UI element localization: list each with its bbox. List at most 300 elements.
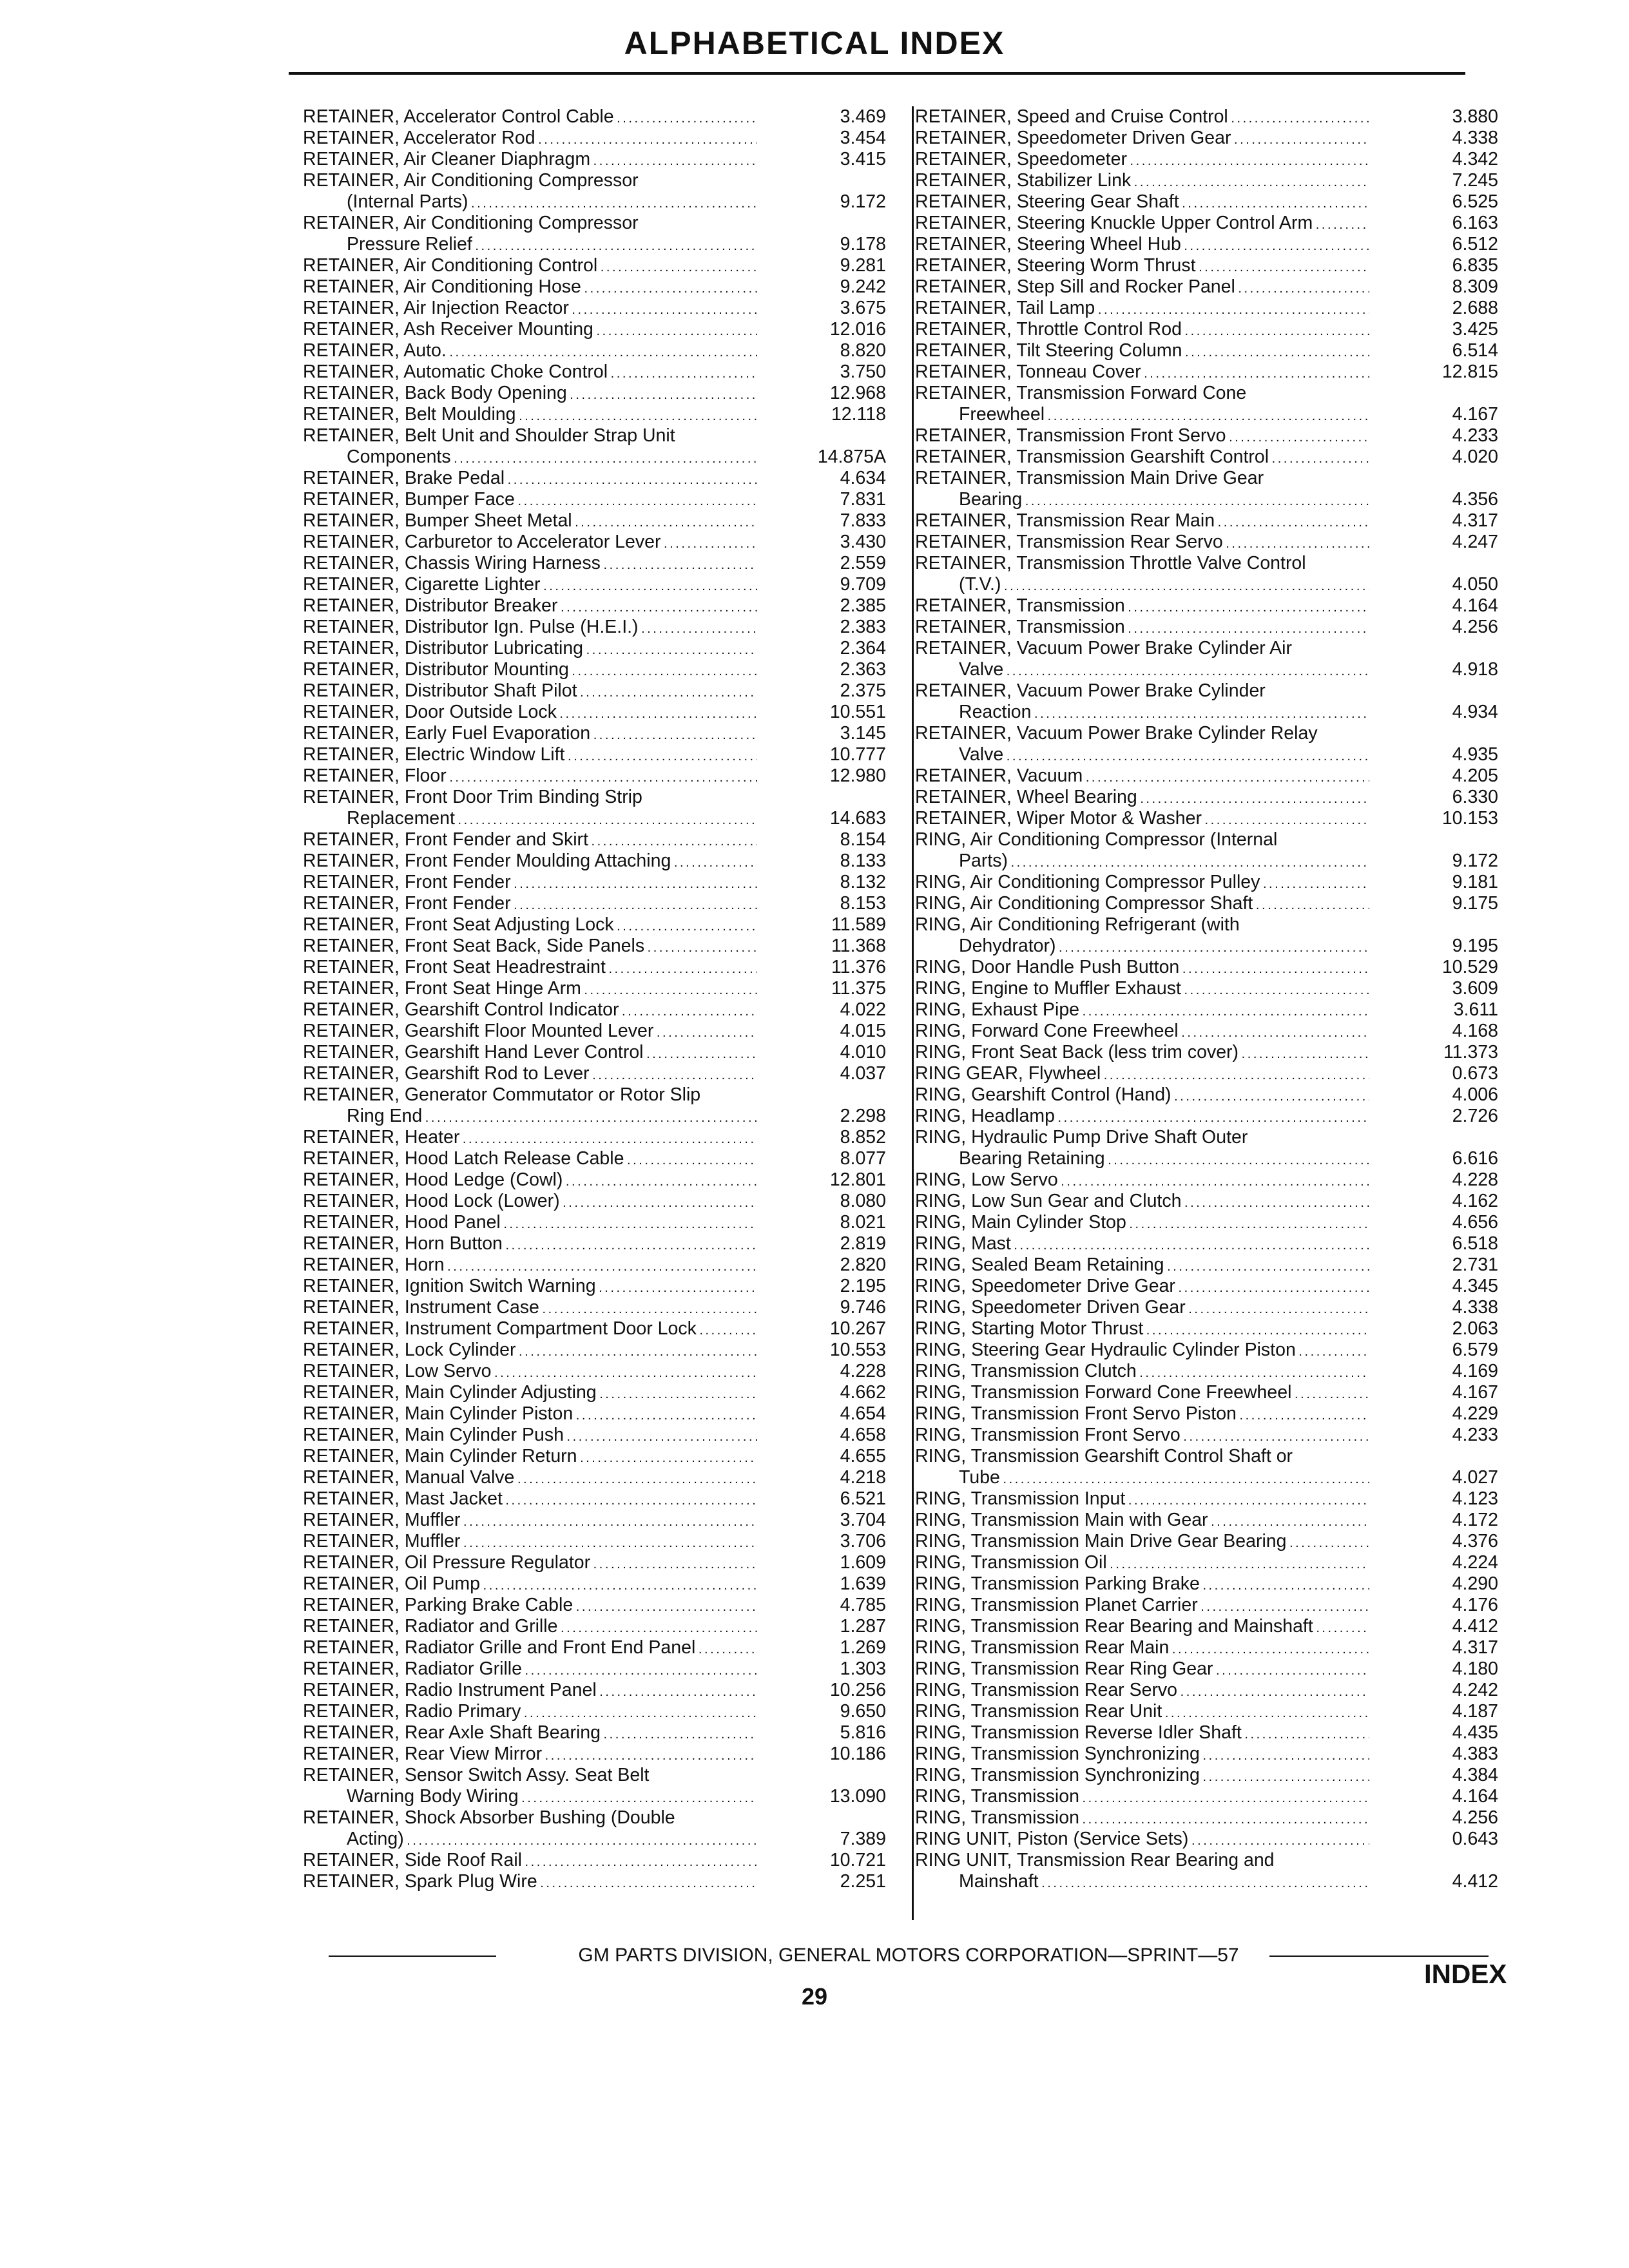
entry-reference: 11.373	[1443, 1042, 1498, 1062]
entry-description: RETAINER, Hood Lock (Lower) . . .	[303, 1191, 757, 1214]
index-entry	[303, 1212, 886, 1233]
index-entry	[303, 1063, 886, 1084]
entry-description: RETAINER, Brake Pedal . . .	[303, 468, 757, 491]
entry-description: RING, Air Conditioning Compressor Pulley . . .	[915, 872, 1369, 895]
entry-reference: 10.267	[829, 1318, 886, 1339]
entry-description: RING, Speedometer Driven Gear . . .	[915, 1297, 1369, 1320]
entry-description: RETAINER, Instrument Case . . .	[303, 1297, 757, 1320]
entry-reference: 7.833	[840, 510, 886, 531]
entry-description: RING, Front Seat Back (less trim cover) . . .	[915, 1042, 1369, 1065]
entry-reference: 2.731	[1452, 1254, 1498, 1275]
entry-description: RETAINER, Belt Moulding . . .	[303, 404, 757, 427]
section-label: INDEX	[1424, 1959, 1507, 1989]
entry-description: RING, Sealed Beam Retaining . . .	[915, 1254, 1369, 1278]
entry-description: RETAINER, Gearshift Floor Mounted Lever . . .	[303, 1021, 757, 1044]
entry-description: RING, Air Conditioning Refrigerant (with	[915, 914, 1240, 935]
entry-reference: 4.376	[1452, 1531, 1498, 1552]
entry-reference: 4.634	[840, 468, 886, 488]
index-entry	[915, 468, 1498, 489]
index-entry	[303, 617, 886, 638]
entry-description: RETAINER, Early Fuel Evaporation . . .	[303, 723, 757, 746]
entry-description: RETAINER, Generator Commutator or Rotor Slip	[303, 1084, 701, 1105]
index-entry	[303, 1552, 886, 1573]
index-entry	[303, 1488, 886, 1510]
index-entry	[915, 532, 1498, 553]
entry-description: RING, Engine to Muffler Exhaust . . .	[915, 978, 1369, 1001]
index-entry	[915, 1148, 1498, 1169]
entry-description: RING, Transmission Synchronizing . . .	[915, 1744, 1369, 1767]
entry-reference: 4.342	[1452, 149, 1498, 169]
entry-description: RING, Low Servo . . .	[915, 1169, 1369, 1193]
index-entry	[303, 128, 886, 149]
entry-reference: 7.245	[1452, 170, 1498, 191]
entry-reference: 4.027	[1452, 1467, 1498, 1488]
entry-reference: 3.880	[1452, 106, 1498, 127]
index-entry	[915, 829, 1498, 850]
index-entry	[303, 936, 886, 957]
entry-reference: 4.022	[840, 999, 886, 1020]
entry-reference: 4.123	[1452, 1488, 1498, 1509]
index-entry	[915, 957, 1498, 978]
entry-description: RETAINER, Shock Absorber Bushing (Double	[303, 1807, 675, 1828]
entry-reference: 2.688	[1452, 298, 1498, 318]
index-column-left	[303, 106, 886, 1892]
entry-description: RING, Transmission Main with Gear . . .	[915, 1510, 1369, 1533]
index-entry	[915, 1382, 1498, 1403]
entry-description: (T.V.) . . .	[915, 574, 1369, 597]
index-entry	[915, 1807, 1498, 1829]
entry-description: RETAINER, Bumper Face . . .	[303, 489, 757, 512]
entry-description: RETAINER, Radio Primary . . .	[303, 1701, 757, 1724]
entry-description: RETAINER, Vacuum Power Brake Cylinder Air	[915, 638, 1292, 658]
index-entry	[915, 1191, 1498, 1212]
index-entry	[915, 361, 1498, 383]
index-entry	[303, 510, 886, 532]
entry-description: RETAINER, Transmission Rear Servo . . .	[915, 532, 1369, 555]
index-entry	[915, 1765, 1498, 1786]
entry-description: RETAINER, Mast Jacket . . .	[303, 1488, 757, 1512]
index-entry	[303, 1637, 886, 1658]
index-entry	[303, 787, 886, 808]
index-entry	[303, 255, 886, 276]
entry-description: RETAINER, Horn . . .	[303, 1254, 757, 1278]
index-entry	[915, 170, 1498, 191]
entry-description: RING, Transmission Synchronizing . . .	[915, 1765, 1369, 1788]
entry-description: Freewheel . . .	[915, 404, 1369, 427]
index-entry	[303, 893, 886, 914]
entry-description: Replacement . . .	[303, 808, 757, 831]
entry-description: RING, Main Cylinder Stop . . .	[915, 1212, 1369, 1235]
entry-reference: 9.178	[840, 234, 886, 255]
entry-reference: 4.020	[1452, 447, 1498, 467]
index-entry	[915, 383, 1498, 404]
index-entry	[303, 276, 886, 298]
index-entry	[303, 957, 886, 978]
entry-description: RETAINER, Floor . . .	[303, 765, 757, 789]
index-entry	[915, 1637, 1498, 1658]
entry-description: RETAINER, Steering Knuckle Upper Control Arm . . .	[915, 213, 1369, 236]
entry-reference: 2.251	[840, 1871, 886, 1892]
index-entry	[303, 319, 886, 340]
index-entry	[303, 404, 886, 425]
entry-reference: 6.835	[1452, 255, 1498, 276]
entry-description: RETAINER, Electric Window Lift . . .	[303, 744, 757, 767]
entry-description: Reaction . . .	[915, 702, 1369, 725]
index-entry	[915, 1744, 1498, 1765]
entry-reference: 8.309	[1452, 276, 1498, 297]
entry-reference: 11.375	[831, 978, 886, 999]
entry-reference: 4.050	[1452, 574, 1498, 595]
entry-reference: 4.228	[840, 1361, 886, 1381]
index-entry	[915, 1510, 1498, 1531]
entry-description: Parts) . . .	[915, 850, 1369, 874]
entry-description: RETAINER, Tilt Steering Column . . .	[915, 340, 1369, 363]
index-entry	[303, 1191, 886, 1212]
entry-description: RING, Starting Motor Thrust . . .	[915, 1318, 1369, 1341]
entry-reference: 2.364	[840, 638, 886, 658]
entry-description: RETAINER, Transmission . . .	[915, 595, 1369, 619]
index-entry	[303, 298, 886, 319]
entry-description: RETAINER, Rear Axle Shaft Bearing . . .	[303, 1722, 757, 1745]
entry-description: RING, Hydraulic Pump Drive Shaft Outer	[915, 1127, 1248, 1148]
entry-description: RETAINER, Wiper Motor & Washer . . .	[915, 808, 1369, 831]
entry-description: RETAINER, Main Cylinder Push . . .	[303, 1425, 757, 1448]
entry-reference: 4.172	[1452, 1510, 1498, 1530]
index-entry	[303, 383, 886, 404]
index-entry	[303, 1680, 886, 1701]
entry-reference: 2.063	[1452, 1318, 1498, 1339]
entry-description: RING, Transmission Input . . .	[915, 1488, 1369, 1512]
entry-description: RETAINER, Hood Ledge (Cowl) . . .	[303, 1169, 757, 1193]
entry-description: RING, Forward Cone Freewheel . . .	[915, 1021, 1369, 1044]
index-entry	[915, 1871, 1498, 1892]
entry-reference: 4.317	[1452, 1637, 1498, 1658]
entry-description: RETAINER, Oil Pump . . .	[303, 1573, 757, 1597]
entry-description: RETAINER, Main Cylinder Piston . . .	[303, 1403, 757, 1427]
entry-reference: 4.180	[1452, 1658, 1498, 1679]
entry-reference: 10.777	[829, 744, 886, 765]
index-entry	[303, 659, 886, 680]
entry-description: RETAINER, Speedometer Driven Gear . . .	[915, 128, 1369, 151]
entry-description: RING, Transmission Rear Unit . . .	[915, 1701, 1369, 1724]
entry-reference: 10.553	[829, 1340, 886, 1360]
entry-description: RETAINER, Hood Panel . . .	[303, 1212, 757, 1235]
entry-reference: 4.010	[840, 1042, 886, 1062]
entry-description: RING, Transmission Clutch . . .	[915, 1361, 1369, 1384]
entry-description: RETAINER, Manual Valve . . .	[303, 1467, 757, 1490]
entry-reference: 4.412	[1452, 1871, 1498, 1892]
entry-reference: 8.820	[840, 340, 886, 361]
index-entry	[915, 723, 1498, 744]
index-entry	[303, 1765, 886, 1786]
index-entry	[303, 595, 886, 617]
entry-description: RETAINER, Speedometer . . .	[915, 149, 1369, 172]
entry-description: RING, Exhaust Pipe . . .	[915, 999, 1369, 1023]
entry-description: RETAINER, Wheel Bearing . . .	[915, 787, 1369, 810]
index-entry	[303, 1425, 886, 1446]
entry-reference: 9.709	[840, 574, 886, 595]
index-entry	[303, 1340, 886, 1361]
entry-reference: 4.242	[1452, 1680, 1498, 1700]
entry-reference: 2.195	[840, 1276, 886, 1296]
index-entry	[303, 1276, 886, 1297]
index-entry	[915, 1106, 1498, 1127]
entry-reference: 3.415	[840, 149, 886, 169]
index-entry	[915, 553, 1498, 574]
entry-description: RETAINER, Front Fender Moulding Attaching . . .	[303, 850, 757, 874]
index-entry	[915, 276, 1498, 298]
entry-reference: 6.518	[1452, 1233, 1498, 1254]
entry-description: RETAINER, Distributor Lubricating . . .	[303, 638, 757, 661]
entry-reference: 4.383	[1452, 1744, 1498, 1764]
entry-description: RETAINER, Steering Wheel Hub . . .	[915, 234, 1369, 257]
entry-reference: 4.662	[840, 1382, 886, 1403]
entry-description: RETAINER, Horn Button . . .	[303, 1233, 757, 1256]
index-entry	[303, 340, 886, 361]
entry-description: RING, Transmission Parking Brake . . .	[915, 1573, 1369, 1597]
entry-description: RING, Mast . . .	[915, 1233, 1369, 1256]
entry-reference: 3.750	[840, 361, 886, 382]
index-entry	[915, 978, 1498, 999]
entry-description: RETAINER, Steering Gear Shaft . . .	[915, 191, 1369, 215]
entry-description: RING GEAR, Flywheel . . .	[915, 1063, 1369, 1086]
index-entry	[915, 1786, 1498, 1807]
entry-description: RETAINER, Radiator Grille . . .	[303, 1658, 757, 1682]
entry-description: RETAINER, Transmission . . .	[915, 617, 1369, 640]
entry-reference: 3.425	[1452, 319, 1498, 340]
entry-reference: 4.345	[1452, 1276, 1498, 1296]
index-entry	[915, 1722, 1498, 1744]
index-entry	[303, 1722, 886, 1744]
entry-reference: 10.153	[1441, 808, 1498, 829]
entry-description: Ring End . . .	[303, 1106, 757, 1129]
index-entry	[303, 468, 886, 489]
index-entry	[915, 1021, 1498, 1042]
entry-description: RETAINER, Gearshift Hand Lever Control . . .	[303, 1042, 757, 1065]
entry-reference: 6.163	[1452, 213, 1498, 233]
entry-description: RETAINER, Air Conditioning Hose . . .	[303, 276, 757, 300]
index-entry	[303, 149, 886, 170]
index-entry	[303, 1382, 886, 1403]
entry-description: Acting) . . .	[303, 1829, 757, 1852]
entry-description: RING, Transmission Forward Cone Freewheel . . .	[915, 1382, 1369, 1405]
index-entry	[303, 808, 886, 829]
entry-description: RETAINER, Gearshift Rod to Lever . . .	[303, 1063, 757, 1086]
entry-reference: 4.187	[1452, 1701, 1498, 1722]
entry-reference: 8.021	[840, 1212, 886, 1233]
entry-description: RETAINER, Distributor Mounting . . .	[303, 659, 757, 682]
index-entry	[915, 702, 1498, 723]
entry-description: RING UNIT, Piston (Service Sets) . . .	[915, 1829, 1369, 1852]
entry-reference: 4.412	[1452, 1616, 1498, 1637]
index-entry	[915, 1042, 1498, 1063]
index-entry	[915, 808, 1498, 829]
entry-reference: 2.375	[840, 680, 886, 701]
entry-description: RETAINER, Hood Latch Release Cable . . .	[303, 1148, 757, 1171]
index-entry	[915, 510, 1498, 532]
index-entry	[303, 532, 886, 553]
index-entry	[915, 447, 1498, 468]
index-entry	[303, 213, 886, 234]
entry-reference: 4.015	[840, 1021, 886, 1041]
index-entry	[915, 128, 1498, 149]
index-entry	[303, 1361, 886, 1382]
index-entry	[915, 1212, 1498, 1233]
entry-description: RETAINER, Speed and Cruise Control . . .	[915, 106, 1369, 130]
index-entry	[303, 872, 886, 893]
index-entry	[915, 1552, 1498, 1573]
entry-description: RETAINER, Radiator and Grille . . .	[303, 1616, 757, 1639]
footer	[329, 1943, 1489, 1968]
entry-reference: 4.655	[840, 1446, 886, 1466]
entry-reference: 10.529	[1441, 957, 1498, 977]
index-entry	[915, 1850, 1498, 1871]
entry-reference: 12.118	[831, 404, 886, 425]
entry-reference: 3.675	[840, 298, 886, 318]
entry-description: RETAINER, Front Door Trim Binding Strip	[303, 787, 642, 807]
index-entry	[303, 914, 886, 936]
entry-reference: 2.819	[840, 1233, 886, 1254]
index-entry	[303, 1106, 886, 1127]
entry-reference: 4.167	[1452, 1382, 1498, 1403]
index-entry	[915, 1318, 1498, 1340]
entry-description: RING, Transmission Planet Carrier . . .	[915, 1595, 1369, 1618]
index-entry	[303, 1403, 886, 1425]
entry-description: Bearing Retaining . . .	[915, 1148, 1369, 1171]
page-number: 29	[801, 1983, 828, 2010]
entry-reference: 6.579	[1452, 1340, 1498, 1360]
index-entry	[303, 723, 886, 744]
entry-description: RING, Speedometer Drive Gear . . .	[915, 1276, 1369, 1299]
index-entry	[915, 893, 1498, 914]
entry-reference: 14.875A	[817, 447, 886, 467]
index-entry	[915, 213, 1498, 234]
entry-description: RING, Transmission . . .	[915, 1786, 1369, 1809]
entry-reference: 9.181	[1452, 872, 1498, 892]
index-entry	[915, 1701, 1498, 1722]
index-entry	[915, 191, 1498, 213]
entry-reference: 10.256	[829, 1680, 886, 1700]
index-entry	[303, 1786, 886, 1807]
index-entry	[915, 1297, 1498, 1318]
entry-reference: 2.383	[840, 617, 886, 637]
entry-description: RETAINER, Transmission Throttle Valve Control	[915, 553, 1306, 573]
index-entry	[915, 1680, 1498, 1701]
index-entry	[915, 999, 1498, 1021]
entry-reference: 4.037	[840, 1063, 886, 1084]
column-divider	[912, 106, 914, 1920]
index-entry	[915, 850, 1498, 872]
entry-description: (Internal Parts) . . .	[303, 191, 757, 215]
entry-description: RING, Door Handle Push Button . . .	[915, 957, 1369, 980]
entry-description: RETAINER, Accelerator Control Cable . . .	[303, 106, 757, 130]
entry-reference: 12.016	[829, 319, 886, 340]
entry-reference: 4.228	[1452, 1169, 1498, 1190]
index-entry	[915, 638, 1498, 659]
entry-description: Bearing . . .	[915, 489, 1369, 512]
index-entry	[303, 765, 886, 787]
index-entry	[915, 1254, 1498, 1276]
entry-description: RETAINER, Auto. . . .	[303, 340, 757, 363]
index-entry	[915, 1361, 1498, 1382]
index-entry	[303, 744, 886, 765]
index-entry	[303, 1233, 886, 1254]
entry-description: RING, Transmission Front Servo . . .	[915, 1425, 1369, 1448]
index-entry	[915, 489, 1498, 510]
index-entry	[915, 1425, 1498, 1446]
entry-reference: 4.656	[1452, 1212, 1498, 1233]
entry-reference: 8.154	[840, 829, 886, 850]
entry-description: RETAINER, Sensor Switch Assy. Seat Belt	[303, 1765, 650, 1785]
entry-description: RING, Transmission Oil . . .	[915, 1552, 1369, 1575]
entry-description: RETAINER, Cigarette Lighter . . .	[303, 574, 757, 597]
entry-description: RING, Transmission . . .	[915, 1807, 1369, 1831]
entry-reference: 4.256	[1452, 1807, 1498, 1828]
entry-reference: 4.338	[1452, 1297, 1498, 1318]
index-entry	[915, 1084, 1498, 1106]
index-entry	[915, 1446, 1498, 1467]
index-entry	[915, 106, 1498, 128]
index-entry	[915, 1403, 1498, 1425]
index-entry	[303, 447, 886, 468]
entry-description: Valve . . .	[915, 744, 1369, 767]
entry-description: RETAINER, Steering Worm Thrust . . .	[915, 255, 1369, 278]
index-entry	[915, 1063, 1498, 1084]
index-entry	[915, 765, 1498, 787]
entry-reference: 9.242	[840, 276, 886, 297]
index-entry	[303, 1084, 886, 1106]
entry-reference: 10.186	[829, 1744, 886, 1764]
entry-description: RING, Headlamp . . .	[915, 1106, 1369, 1129]
index-column-right	[915, 106, 1498, 1892]
index-entry	[303, 170, 886, 191]
index-entry	[303, 361, 886, 383]
entry-description: RING, Air Conditioning Compressor Shaft . . .	[915, 893, 1369, 916]
entry-description: RETAINER, Transmission Front Servo . . .	[915, 425, 1369, 448]
entry-reference: 9.172	[1452, 850, 1498, 871]
entry-description: RETAINER, Transmission Gearshift Control . . .	[915, 447, 1369, 470]
entry-description: RING, Steering Gear Hydraulic Cylinder Piston . . .	[915, 1340, 1369, 1363]
index-entry	[915, 1488, 1498, 1510]
entry-reference: 6.330	[1452, 787, 1498, 807]
entry-description: RETAINER, Back Body Opening . . .	[303, 383, 757, 406]
index-entry	[915, 425, 1498, 447]
entry-description: RING, Transmission Reverse Idler Shaft . . .	[915, 1722, 1369, 1745]
entry-description: RETAINER, Heater . . .	[303, 1127, 757, 1150]
entry-description: RING, Transmission Rear Servo . . .	[915, 1680, 1369, 1703]
index-entry	[915, 1340, 1498, 1361]
index-entry	[915, 149, 1498, 170]
index-entry	[915, 1233, 1498, 1254]
index-entry	[915, 1276, 1498, 1297]
entry-description: RETAINER, Oil Pressure Regulator . . .	[303, 1552, 757, 1575]
entry-description: RETAINER, Ash Receiver Mounting . . .	[303, 319, 757, 342]
index-entry	[915, 1658, 1498, 1680]
entry-description: RETAINER, Muffler . . .	[303, 1531, 757, 1554]
entry-reference: 8.077	[840, 1148, 886, 1169]
index-entry	[915, 744, 1498, 765]
entry-description: RING, Transmission Rear Ring Gear . . .	[915, 1658, 1369, 1682]
entry-description: RETAINER, Ignition Switch Warning . . .	[303, 1276, 757, 1299]
entry-description: Warning Body Wiring . . .	[303, 1786, 757, 1809]
entry-reference: 10.721	[829, 1850, 886, 1870]
entry-description: RETAINER, Spark Plug Wire . . .	[303, 1871, 757, 1894]
index-entry	[915, 595, 1498, 617]
index-entry	[303, 1807, 886, 1829]
entry-description: RETAINER, Door Outside Lock . . .	[303, 702, 757, 725]
entry-description: RETAINER, Low Servo . . .	[303, 1361, 757, 1384]
index-entry	[303, 1595, 886, 1616]
